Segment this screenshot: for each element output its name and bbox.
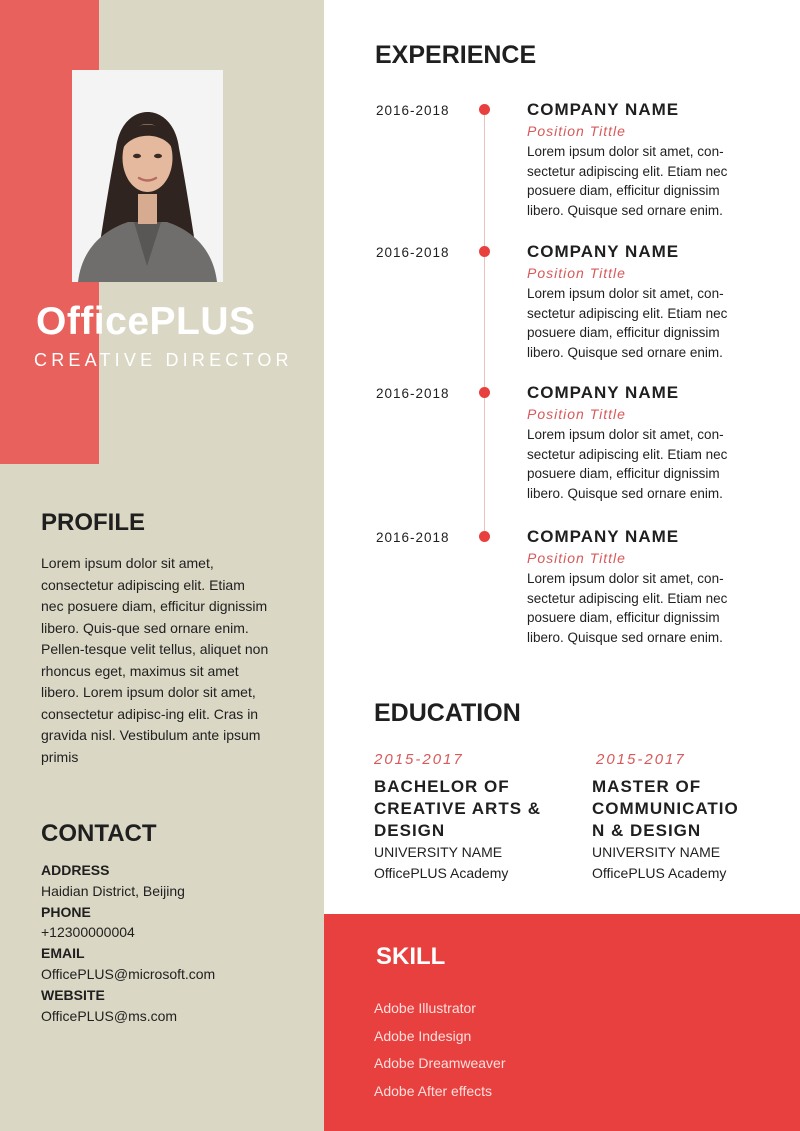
candidate-role: CREATIVE DIRECTOR [34, 350, 293, 370]
contact-email-value: OfficePLUS@microsoft.com [41, 965, 216, 982]
timeline-dot [479, 104, 490, 115]
education-entry [592, 750, 792, 884]
experience-position: Position Tittle [527, 406, 626, 422]
experience-description: Lorem ipsum dolor sit amet, con-sectetur adipiscing elit. Etiam nec posuere diam, efficitur dignissim libero. Quisque sed ornare enim. [527, 286, 728, 360]
skill-panel [324, 914, 800, 1131]
skill-item: Adobe Dreamweaver [374, 1055, 506, 1072]
contact-phone-label: PHONE [41, 903, 91, 920]
experience-entry [0, 527, 800, 671]
education-degree-line: MASTER OF [592, 777, 702, 796]
experience-company: COMPANY NAME [527, 527, 680, 546]
skill-item: Adobe Illustrator [374, 1000, 476, 1016]
experience-description: Lorem ipsum dolor sit amet, con-sectetur adipiscing elit. Etiam nec posuere diam, efficitur dignissim libero. Quisque sed ornare enim. [527, 427, 728, 501]
contact-address-value: Haidian District, Beijing [41, 882, 185, 899]
experience-description: Lorem ipsum dolor sit amet, con-sectetur adipiscing elit. Etiam nec posuere diam, efficitur dignissim libero. Quisque sed ornare enim. [527, 571, 728, 645]
skill-heading: SKILL [376, 943, 446, 970]
education-degree-line: BACHELOR OF [374, 777, 510, 796]
contact-website-label: WEBSITE [41, 986, 105, 1003]
education-school: OfficePLUS Academy [592, 865, 727, 881]
education-entry [374, 750, 574, 884]
skill-item: Adobe After effects [374, 1083, 493, 1100]
experience-position: Position Tittle [527, 265, 626, 281]
skill-list [374, 995, 506, 1106]
experience-entry [0, 242, 800, 386]
education-university: UNIVERSITY NAME [592, 844, 721, 860]
experience-company: COMPANY NAME [527, 383, 680, 402]
experience-position: Position Tittle [527, 550, 626, 566]
education-university: UNIVERSITY NAME [374, 844, 503, 860]
education-school: OfficePLUS Academy [374, 865, 509, 881]
candidate-name: OfficePLUS [36, 300, 256, 343]
timeline-dot [479, 387, 490, 398]
education-degree-line: CREATIVE ARTS & [374, 799, 542, 818]
timeline-dot [479, 246, 490, 257]
education-degree-line: N & DESIGN [592, 821, 702, 840]
experience-date: 2016-2018 [376, 245, 450, 260]
experience-position: Position Tittle [527, 123, 626, 139]
contact-email-label: EMAIL [41, 945, 85, 962]
contact-list [41, 860, 301, 1026]
timeline-dot [479, 531, 490, 542]
contact-address-label: ADDRESS [41, 862, 110, 878]
contact-website-value: OfficePLUS@ms.com [41, 1007, 178, 1024]
profile-heading: PROFILE [41, 509, 146, 536]
experience-entry [0, 383, 800, 527]
education-degree-line: DESIGN [374, 821, 446, 840]
experience-entry [0, 100, 800, 244]
education-years: 2015-2017 [374, 751, 464, 768]
education-heading: EDUCATION [374, 699, 521, 727]
experience-company: COMPANY NAME [527, 100, 680, 119]
experience-date: 2016-2018 [376, 103, 450, 118]
contact-heading: CONTACT [41, 820, 157, 847]
experience-date: 2016-2018 [376, 530, 450, 545]
education-degree-line: COMMUNICATIO [592, 799, 739, 818]
experience-description: Lorem ipsum dolor sit amet, con-sectetur adipiscing elit. Etiam nec posuere diam, efficitur dignissim libero. Quisque sed ornare enim. [527, 144, 728, 218]
experience-company: COMPANY NAME [527, 242, 680, 261]
experience-heading: EXPERIENCE [375, 41, 537, 69]
experience-date: 2016-2018 [376, 386, 450, 401]
skill-item: Adobe Indesign [374, 1027, 472, 1044]
profile-text: Lorem ipsum dolor sit amet, consectetur adipiscing elit. Etiam nec posuere diam, efficitur dignissim libero. Quis-que sed ornare enim. Pellen-tesque velit tellus, aliquet non rhoncus eget, maximus sit amet libero. Lorem ipsum dolor sit amet, consectetur adipisc-ing elit. Cras in gravida nisl. Vestibulum ante ipsum primis [41, 555, 269, 765]
education-years: 2015-2017 [596, 751, 686, 768]
contact-phone-value: +12300000004 [41, 924, 135, 941]
